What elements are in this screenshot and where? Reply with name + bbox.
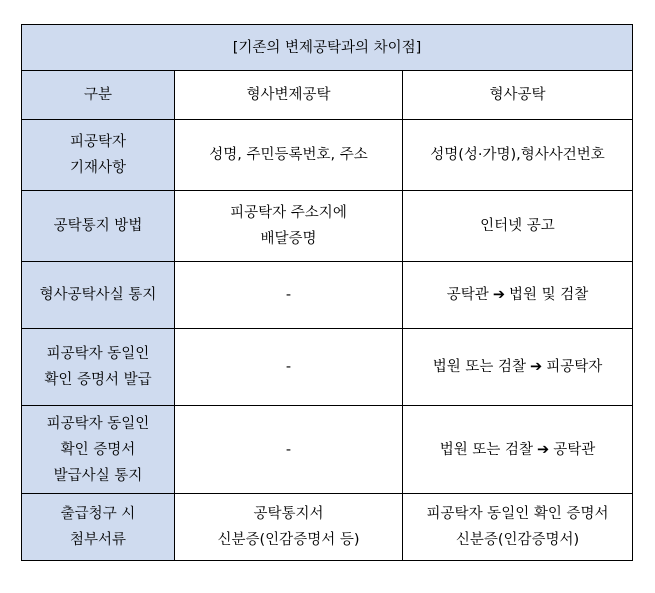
table-row	[22, 262, 633, 329]
table-row	[22, 494, 633, 561]
cell-line: 신분증(인감증명서)	[455, 532, 580, 548]
cell-repayment: -	[175, 406, 403, 494]
row-label-line: 피공탁자 동일인	[46, 415, 150, 432]
row-label-line: 피공탁자	[69, 134, 127, 150]
row-label-line: 확인 증명서 발급	[44, 372, 152, 388]
table-row	[22, 329, 633, 406]
cell-line: 공탁통지서	[253, 506, 324, 522]
cell-criminal	[403, 406, 633, 494]
right-arrow-icon: ➔	[492, 287, 505, 303]
flow-to: 법원 및 검찰	[508, 287, 589, 303]
cell-repayment: -	[175, 329, 403, 406]
header-criminal-repayment-deposit: 형사변제공탁	[175, 71, 403, 120]
row-label-line: 첨부서류	[69, 532, 127, 548]
row-label: 공탁통지 방법	[22, 191, 175, 262]
row-label-line: 기재사항	[69, 160, 127, 176]
cell-criminal: 인터넷 공고	[403, 191, 633, 262]
row-label-line: 발급사실 통지	[53, 467, 143, 484]
right-arrow-icon: ➔	[530, 359, 543, 375]
right-arrow-icon: ➔	[537, 441, 550, 458]
flow-from: 법원 또는 검찰	[439, 441, 534, 458]
cell-criminal	[403, 262, 633, 329]
flow-from: 법원 또는 검찰	[432, 359, 527, 375]
row-label-line: 출급청구 시	[60, 506, 136, 522]
row-label	[22, 329, 175, 406]
table-row	[22, 191, 633, 262]
header-criminal-deposit: 형사공탁	[403, 71, 633, 120]
row-label-line: 피공탁자 동일인	[46, 346, 150, 362]
flow-to: 피공탁자	[546, 359, 603, 375]
cell-repayment: -	[175, 262, 403, 329]
row-label	[22, 406, 175, 494]
cell-criminal	[403, 329, 633, 406]
table-title: [기존의 변제공탁과의 차이점]	[22, 25, 633, 71]
row-label	[22, 494, 175, 561]
row-label	[22, 120, 175, 191]
cell-line: 신분증(인감증명서 등)	[217, 532, 360, 548]
cell-repayment: 성명, 주민등록번호, 주소	[175, 120, 403, 191]
table-row	[22, 120, 633, 191]
cell-repayment	[175, 191, 403, 262]
row-label-line: 확인 증명서	[60, 441, 136, 458]
header-category: 구분	[22, 71, 175, 120]
cell-criminal	[403, 494, 633, 561]
cell-line: 피공탁자 동일인 확인 증명서	[426, 506, 609, 522]
comparison-table	[21, 24, 633, 561]
cell-line: 피공탁자 주소지에	[230, 205, 347, 221]
row-label: 형사공탁사실 통지	[22, 262, 175, 329]
cell-criminal: 성명(성·가명),형사사건번호	[403, 120, 633, 191]
flow-to: 공탁관	[553, 441, 596, 458]
cell-repayment	[175, 494, 403, 561]
table-row	[22, 406, 633, 494]
flow-from: 공탁관	[446, 287, 489, 303]
cell-line: 배달증명	[260, 231, 317, 247]
